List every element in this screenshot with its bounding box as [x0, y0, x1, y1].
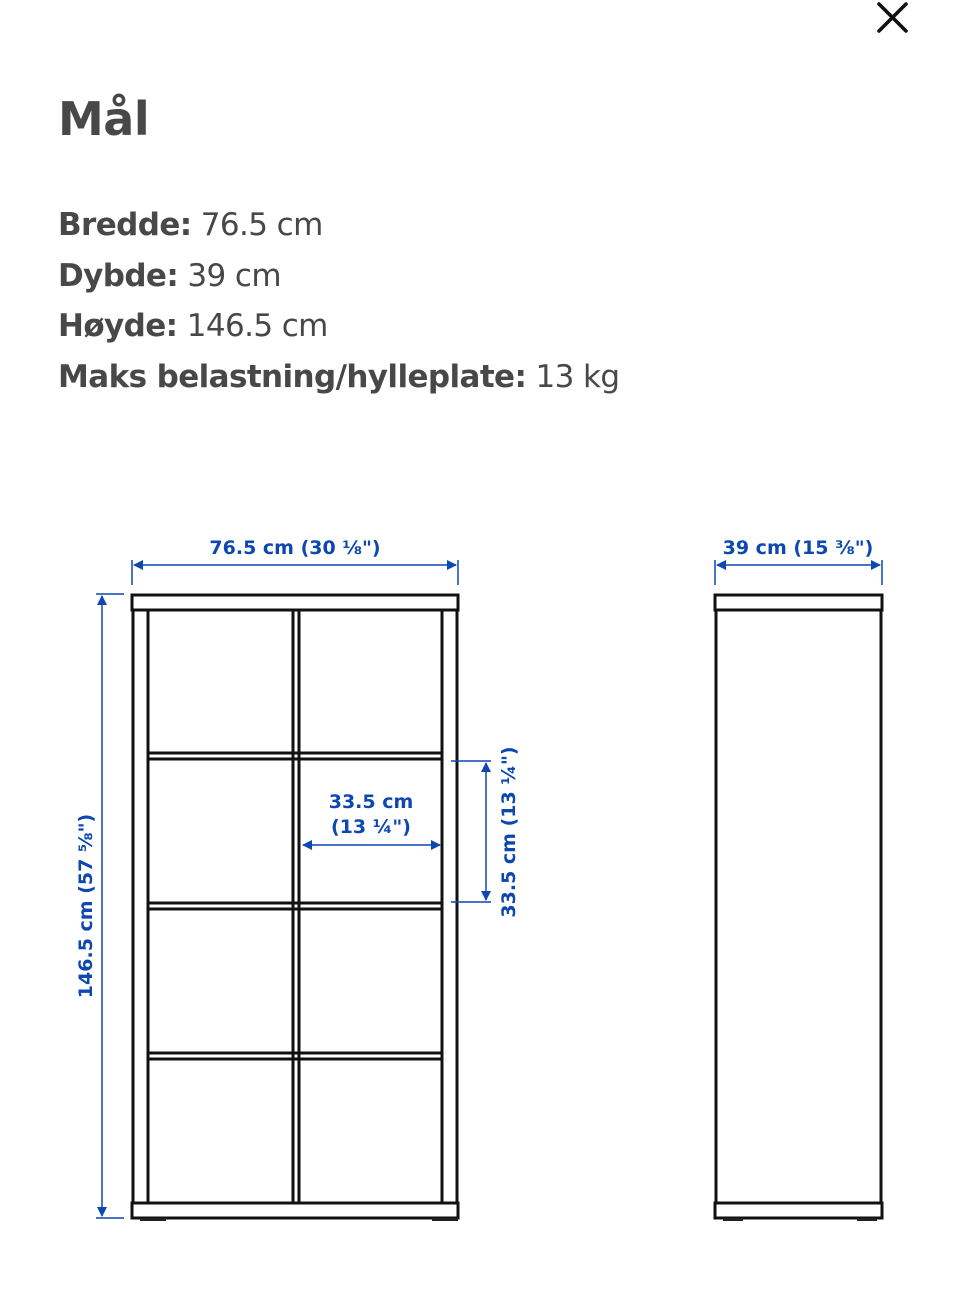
side-depth-label: 39 cm (15 ⅜")	[722, 537, 874, 559]
spec-depth	[58, 251, 619, 302]
spec-value: 13 kg	[526, 358, 620, 395]
compartment-height-label: 33.5 cm (13 ¼")	[498, 746, 520, 918]
spec-value: 39 cm	[178, 257, 281, 294]
side-view-shelf-unit	[715, 595, 882, 1218]
front-width-dimension	[132, 560, 458, 585]
spec-label: Dybde:	[58, 257, 179, 294]
spec-value: 146.5 cm	[177, 308, 328, 344]
side-depth-dimension	[715, 560, 882, 585]
compartment-width-label-line1: 33.5 cm	[328, 791, 414, 813]
front-view-shelf-unit	[132, 595, 458, 1218]
dimension-spec-list	[58, 200, 619, 402]
page-title: Mål	[58, 92, 150, 146]
spec-value: 76.5 cm	[191, 207, 323, 243]
front-height-dimension	[96, 594, 124, 1218]
compartment-height-dimension	[451, 761, 491, 902]
spec-height	[58, 301, 619, 352]
front-view-feet	[140, 1218, 458, 1221]
spec-width	[58, 200, 619, 251]
front-height-label: 146.5 cm (57 ⅝")	[75, 813, 97, 999]
spec-label: Bredde:	[58, 207, 192, 243]
close-icon	[866, 0, 920, 36]
close-button[interactable]	[866, 0, 920, 36]
side-view-feet	[723, 1218, 877, 1221]
spec-max-load	[58, 352, 619, 403]
spec-label: Maks belastning/hylleplate:	[58, 358, 527, 395]
spec-label: Høyde:	[58, 308, 178, 344]
front-width-label: 76.5 cm (30 ⅛")	[209, 537, 381, 559]
compartment-width-label-line2: (13 ¼")	[331, 816, 411, 838]
